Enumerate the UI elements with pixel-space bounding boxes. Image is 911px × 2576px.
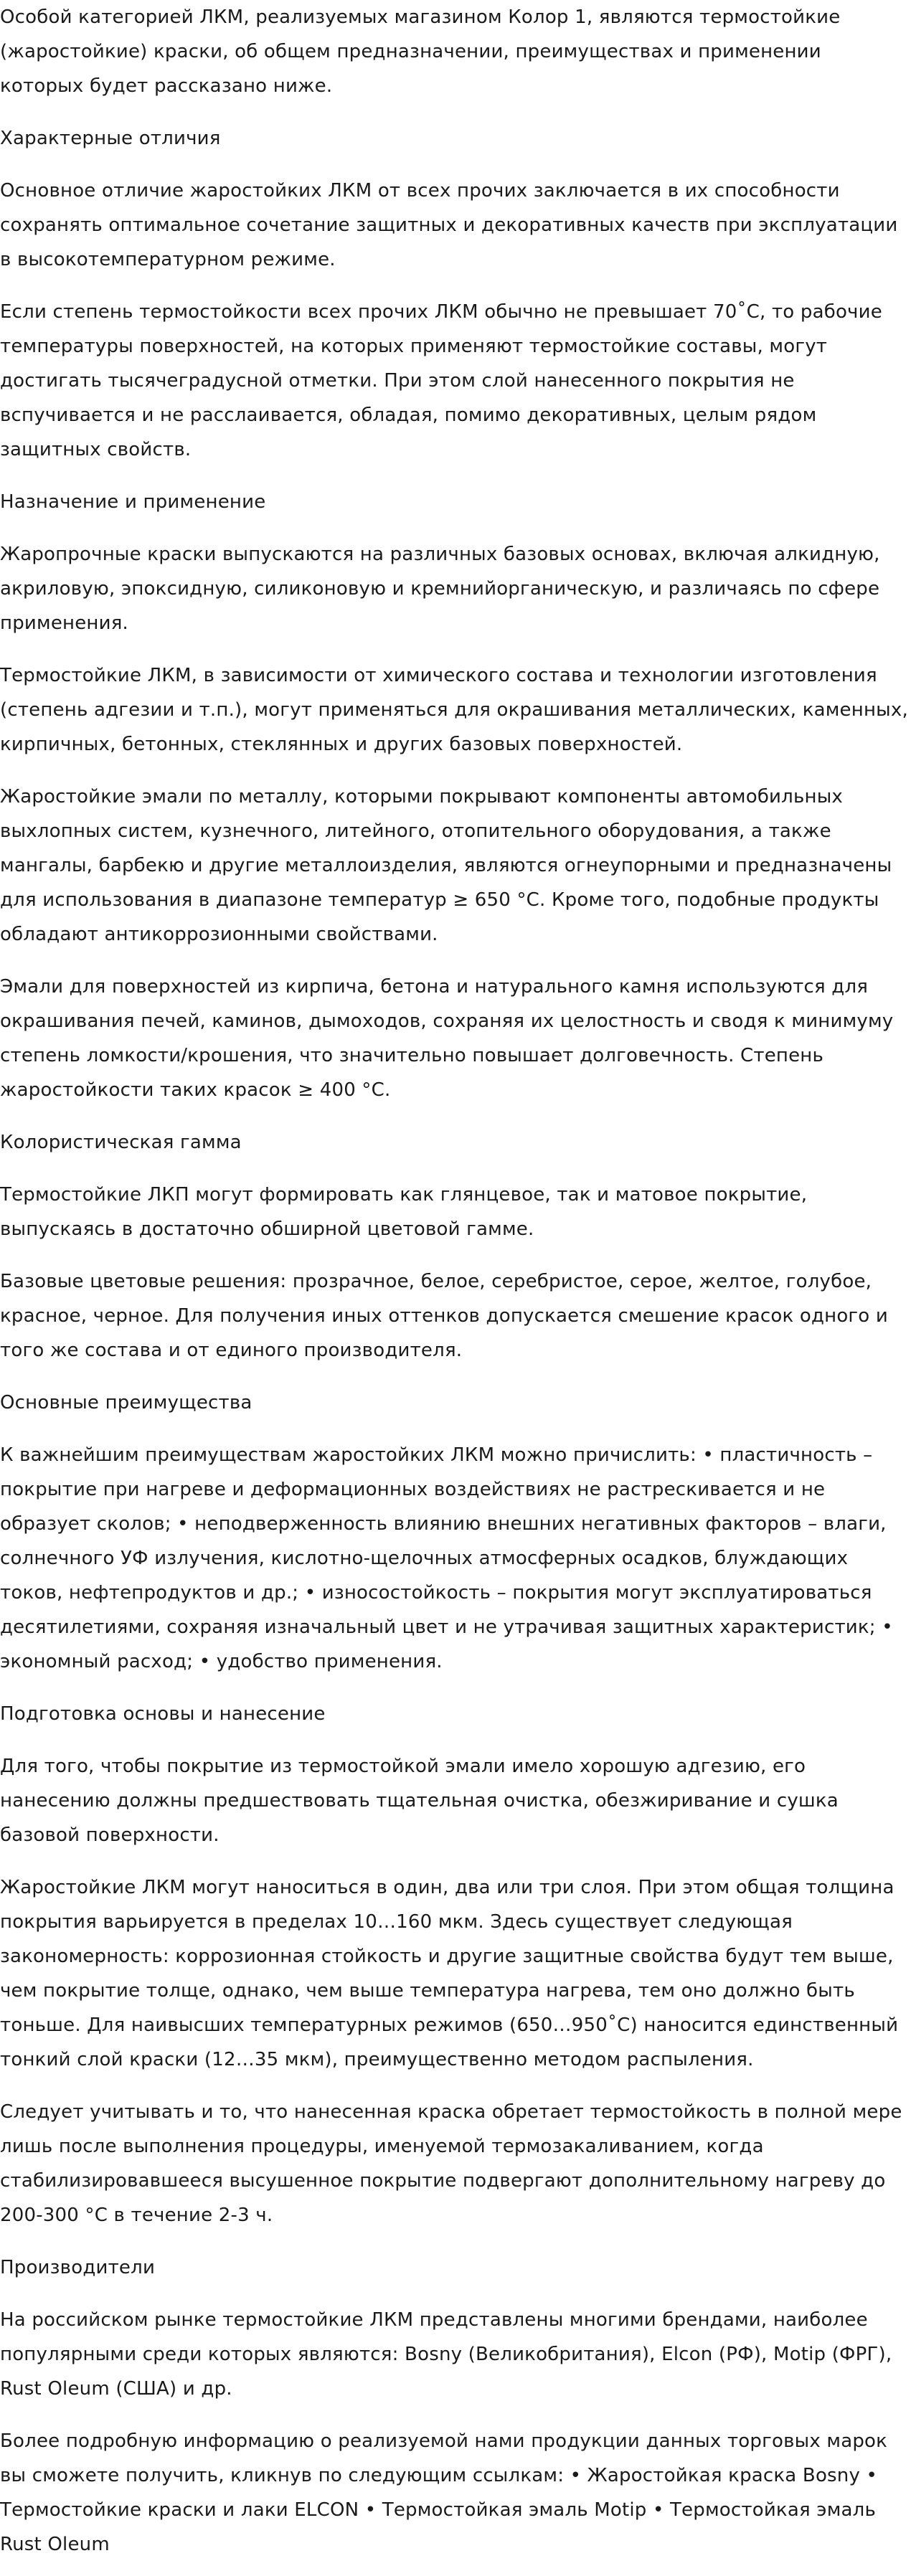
heading-manufacturers: Производители <box>0 2257 156 2278</box>
heading-advantages: Основные преимущества <box>0 1392 252 1414</box>
paragraph-manufacturers-1: На российском рынке термостойкие ЛКМ представлены многими брендами, наиболее популярными среди которых являются: Bosny (Великобритания), Elcon (РФ), Motip (ФРГ), Rust Oleum (США) и др. <box>0 2309 892 2400</box>
paragraph-purpose-1: Жаропрочные краски выпускаются на различных базовых основах, включая алкидную, акриловую, эпоксидную, силиконовую и кремнийорганическую, и различаясь по сфере применения. <box>0 544 880 634</box>
paragraph-manufacturers-2: Более подробную информацию о реализуемой нами продукции данных торговых марок вы сможете получить, кликнув по следующим ссылкам: • Жаростойкая краска Bosny • Термостойкие краски и лаки ELCON • Термостойкая эмаль Motip • Термостойкая эмаль Rust Oleum <box>0 2430 888 2555</box>
heading-colors: Колористическая гамма <box>0 1132 242 1153</box>
paragraph-features-2: Если степень термостойкости всех прочих ЛКМ обычно не превышает 70˚С, то рабочие температуры поверхностей, на которых применяют термостойкие составы, могут достигать тысячеградусной отметки. При этом слой нанесенного покрытия не вспучивается и не расслаивается, обладая, помимо декоративных, целым рядом защитных свойств. <box>0 301 882 460</box>
paragraph-purpose-3: Жаростойкие эмали по металлу, которыми покрывают компоненты автомобильных выхлопных систем, кузнечного, литейного, отопительного оборудования, а также мангалы, барбекю и другие металлоизделия, являются огнеупорными и предназначены для использования в диапазоне температур ≥ 650 °С. Кроме того, подобные продукты обладают антикоррозионными свойствами. <box>0 786 892 945</box>
paragraph-preparation-1: Для того, чтобы покрытие из термостойкой эмали имело хорошую адгезию, его нанесению должны предшествовать тщательная очистка, обезжиривание и сушка базовой поверхности. <box>0 1756 839 1846</box>
paragraph-colors-1: Термостойкие ЛКП могут формировать как глянцевое, так и матовое покрытие, выпускаясь в достаточно обширной цветовой гамме. <box>0 1184 808 1240</box>
paragraph-purpose-2: Термостойкие ЛКМ, в зависимости от химического состава и технологии изготовления (степень адгезии и т.п.), могут применяться для окрашивания металлических, каменных, кирпичных, бетонных, стеклянных и других базовых поверхностей. <box>0 665 908 755</box>
intro-paragraph: Особой категорией ЛКМ, реализуемых магазином Колор 1, являются термостойкие (жаростойкие) краски, об общем предназначении, преимуществах и применении которых будет рассказано ниже. <box>0 6 841 97</box>
heading-features: Характерные отличия <box>0 128 221 149</box>
paragraph-advantages: К важнейшим преимуществам жаростойких ЛКМ можно причислить: • пластичность – покрытие при нагреве и деформационных воздействиях не растрескивается и не образует сколов; • неподверженность влиянию внешних негативных факторов – влаги, солнечного УФ излучения, кислотно-щелочных атмосферных осадков, блуждающих токов, нефтепродуктов и др.; • износостойкость – покрытия могут эксплуатироваться десятилетиями, сохраняя изначальный цвет и не утрачивая защитных характеристик; • экономный расход; • удобство применения. <box>0 1444 893 1672</box>
paragraph-colors-2: Базовые цветовые решения: прозрачное, белое, серебристое, серое, желтое, голубое, красное, черное. Для получения иных оттенков допускается смешение красок одного и того же состава и от единого производителя. <box>0 1271 888 1361</box>
heading-purpose: Назначение и применение <box>0 491 266 513</box>
paragraph-features-1: Основное отличие жаростойких ЛКМ от всех прочих заключается в их способности сохранять оптимальное сочетание защитных и декоративных качеств при эксплуатации в высокотемпературном режиме. <box>0 180 898 270</box>
paragraph-purpose-4: Эмали для поверхностей из кирпича, бетона и натурального камня используются для окрашивания печей, каминов, дымоходов, сохраняя их целостность и сводя к минимуму степень ломкости/крошения, что значительно повышает долговечность. Степень жаростойкости таких красок ≥ 400 °С. <box>0 976 894 1101</box>
paragraph-preparation-2: Жаростойкие ЛКМ могут наноситься в один, два или три слоя. При этом общая толщина покрытия варьируется в пределах 10…160 мкм. Здесь существует следующая закономерность: коррозионная стойкость и другие защитные свойства будут тем выше, чем покрытие толще, однако, чем выше температура нагрева, тем оно должно быть тоньше. Для наивысших температурных режимов (650…950˚С) наносится единственный тонкий слой краски (12…35 мкм), преимущественно методом распыления. <box>0 1877 899 2070</box>
paragraph-preparation-3: Следует учитывать и то, что нанесенная краска обретает термостойкость в полной мере лишь после выполнения процедуры, именуемой термозакаливанием, когда стабилизировавшееся высушенное покрытие подвергают дополнительному нагреву до 200-300 °С в течение 2-3 ч. <box>0 2101 902 2226</box>
heading-preparation: Подготовка основы и нанесение <box>0 1703 326 1725</box>
